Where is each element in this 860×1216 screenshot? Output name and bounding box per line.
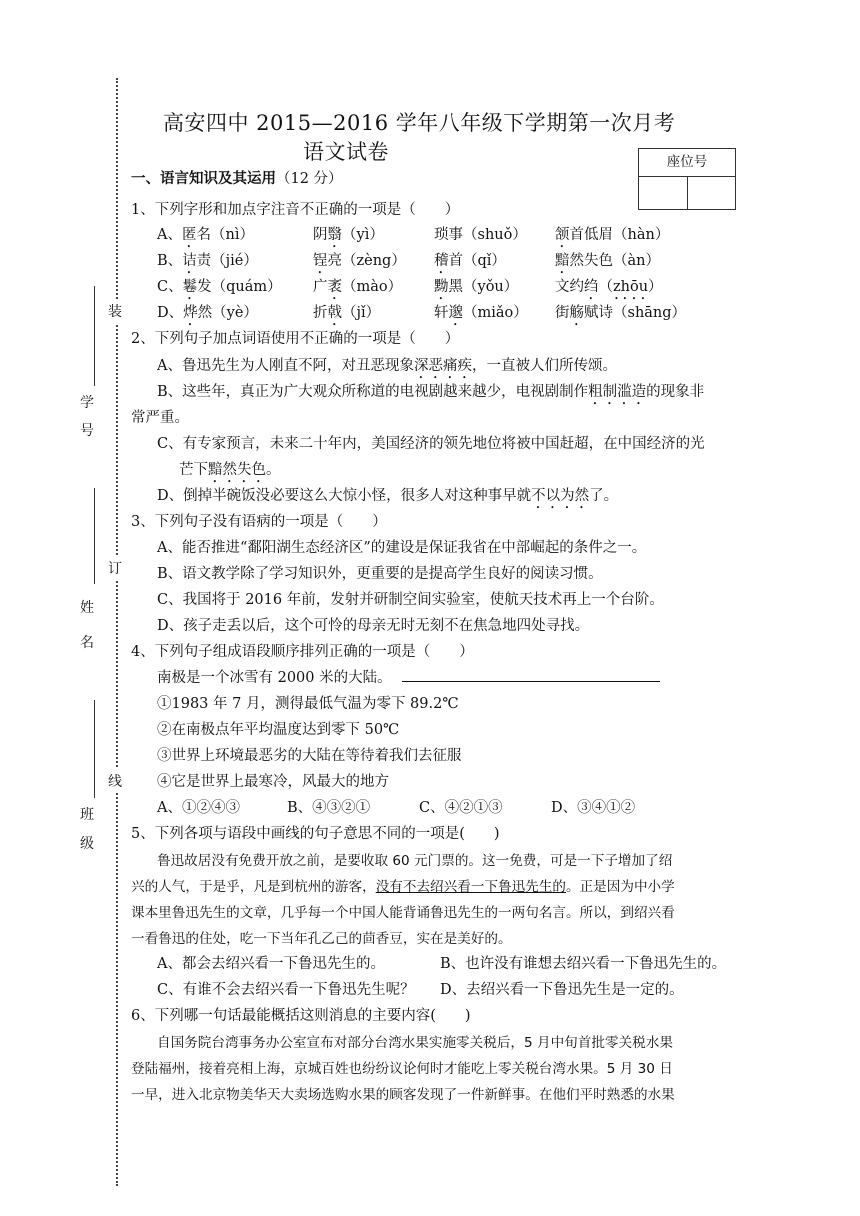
q1-a2-dotted-char: 翳 xyxy=(327,227,342,243)
q1-c2-rest: （mào） xyxy=(342,279,403,295)
q1-a3-rest: 事（shuǒ） xyxy=(448,227,527,243)
q1-row-d-3 xyxy=(434,301,528,329)
q1-b3-dotted-char: 稽 xyxy=(434,253,449,269)
q4-lead-text: 南极是一个冰雪有 2000 米的大陆。 xyxy=(157,670,392,686)
question-4-stem: 4、下列句子组成语段顺序排列正确的一项是（ ） xyxy=(131,644,474,660)
question-3-stem: 3、下列句子没有语病的一项是（ ） xyxy=(131,514,387,530)
q1-a-rest: 名（nì） xyxy=(196,227,254,243)
q5-option-d: D、去绍兴看一下鲁迅先生是一定的。 xyxy=(440,982,684,998)
q1-c3-dotted-char: 黝 xyxy=(434,279,449,295)
q4-option-d: D、③④①② xyxy=(551,800,636,816)
question-2-stem: 2、下列句子加点词语使用不正确的一项是（ ） xyxy=(131,331,460,347)
q1-b-rest: 责（jié） xyxy=(196,253,258,269)
q6-passage-line1: 自国务院台湾事务办公室宣布对部分台湾水果实施零关税后，5 月中旬首批零关税水果 xyxy=(157,1035,673,1051)
q1-c2-dotted-char: 袤 xyxy=(327,279,342,295)
q1-row-c xyxy=(157,275,282,303)
q3-option-c: C、我国将于 2016 年前，发射并研制空间实验室，使航天技术再上一个台阶。 xyxy=(157,592,664,608)
q1-a2-char: 阴 xyxy=(313,227,328,243)
student-name-line xyxy=(94,488,95,584)
q2-option-d xyxy=(157,484,618,512)
q1-d2-char: 折 xyxy=(313,305,328,321)
q1-row-c-4 xyxy=(555,275,663,303)
q6-passage-line3: 一早，进入北京物美华天大卖场选购水果的顾客发现了一件新鲜事。在他们平时熟悉的水果 xyxy=(131,1087,675,1103)
q1-row-a-4 xyxy=(555,223,669,251)
q5-underlined-sentence: 没有不去绍兴看一下鲁迅先生的 xyxy=(375,879,566,895)
q1-d-rest: 然（yè） xyxy=(197,305,258,321)
class-label-ji: 级 xyxy=(80,836,94,852)
q1-d2-rest: （jǐ） xyxy=(342,305,381,321)
q1-row-d-2 xyxy=(313,301,380,329)
binding-label-xian: 线 xyxy=(108,769,122,793)
q2-option-a xyxy=(157,354,617,382)
seat-box-divider xyxy=(687,177,688,209)
q1-b-dotted-char: 诘 xyxy=(182,253,197,269)
q4-option-a: A、①②④③ xyxy=(157,800,240,816)
q1-c-rest: 发（quám） xyxy=(197,279,282,295)
q5-passage-line4: 一看鲁迅的住处，吃一下当年孔乙己的茴香豆，实在是美好的。 xyxy=(131,931,512,947)
q1-d2-dotted-char: 戟 xyxy=(327,305,342,321)
binding-dotted-line xyxy=(116,78,118,1186)
q5-passage-line2 xyxy=(131,875,675,895)
exam-title-line1: 高安四中 2015—2016 学年八年级下学期第一次月考 xyxy=(163,111,676,135)
q1-b4-rest: 然失色（àn） xyxy=(569,253,660,269)
q1-c4-char2: 约 xyxy=(569,279,584,295)
section-1-title: 一、语言知识及其运用 xyxy=(131,170,276,187)
q1-a3-char: 琐 xyxy=(434,227,449,243)
q5-passage-line3: 课本里鲁迅先生的文章，几乎每一个中国人能背诵鲁迅先生的一两句名言。所以，到绍兴看 xyxy=(131,905,675,921)
q1-d4-rest: 赋诗（shāng） xyxy=(584,305,687,321)
q2-a-post: ，一直被人们所传颂。 xyxy=(471,358,617,374)
q3-option-d: D、孩子走丢以后，这个可怜的母亲无时无刻不在焦急地四处寻找。 xyxy=(157,618,590,634)
q1-d-letter: D、 xyxy=(157,305,184,321)
q1-c-dotted-char: 鬈 xyxy=(182,279,198,295)
seat-number-label: 座位号 xyxy=(639,149,735,177)
section-1-heading xyxy=(131,167,343,188)
seat-number-box xyxy=(638,148,736,210)
q1-row-b-2 xyxy=(313,249,406,277)
q4-sentence-4: ④它是世界上最寒冷，风最大的地方 xyxy=(157,774,389,790)
q2-c-pre: 芒下 xyxy=(179,462,208,478)
q1-row-d xyxy=(157,301,258,329)
q5-option-c: C、有谁不会去绍兴看一下鲁迅先生呢？ xyxy=(157,982,415,998)
q1-row-b-3 xyxy=(434,249,506,277)
q5-p2-pre: 兴的人气，于是乎，凡是到杭州的游客， xyxy=(131,879,376,895)
q4-option-c: C、④②①③ xyxy=(419,800,503,816)
class-line xyxy=(94,700,95,798)
student-name-label-ming: 名 xyxy=(80,635,94,651)
section-1-score: （12 分） xyxy=(276,171,343,187)
q2-option-c-line1: C、有专家预言，未来二十年内，美国经济的领先地位将被中国赶超，在中国经济的光 xyxy=(157,436,705,452)
q1-c-letter: C、 xyxy=(157,279,183,295)
q2-b-pre: B、这些年，真正为广大观众所称道的电视剧越来越少，电视剧制作 xyxy=(157,384,589,400)
q3-option-a: A、能否推进“鄱阳湖生态经济区”的建设是保证我省在中部崛起的条件之一。 xyxy=(157,540,647,556)
student-name-label-xing: 姓 xyxy=(80,600,94,616)
q1-b2-dotted-char: 锃 xyxy=(313,253,328,269)
q1-d3-rest: （miǎo） xyxy=(463,305,528,321)
q5-option-b: B、也许没有谁想去绍兴看一下鲁迅先生的。 xyxy=(440,956,727,972)
q1-a4-dotted-char: 颔 xyxy=(555,227,570,243)
q2-b-post: 的现象非 xyxy=(646,384,705,400)
q1-d3-dotted-char: 邈 xyxy=(448,305,463,321)
q6-passage-line2: 登陆福州，接着亮相上海，京城百姓也纷纷议论何时才能吃上零关税台湾水果。5 月 30 日 xyxy=(131,1061,673,1077)
q1-d3-char: 轩 xyxy=(434,305,449,321)
q1-a2-rest: （yì） xyxy=(342,227,384,243)
q2-option-b-cont: 常严重。 xyxy=(131,410,189,426)
q4-answer-blank[interactable] xyxy=(402,669,660,682)
q1-row-b xyxy=(157,249,258,277)
q1-b2-rest: 亮（zèng） xyxy=(327,253,406,269)
q1-a4-rest: 首低眉（hàn） xyxy=(569,227,670,243)
q1-d4-dotted-char: 觞 xyxy=(569,305,584,321)
question-5-stem: 5、下列各项与语段中画线的句子意思不同的一项是( ) xyxy=(131,826,500,842)
q1-row-d-4 xyxy=(555,301,686,329)
q5-passage-line1: 鲁迅故居没有免费开放之前，是要收取 60 元门票的。这一免费，可是一下子增加了绍 xyxy=(157,853,673,869)
q2-d-dotted-phrase: 不以为然 xyxy=(531,488,590,504)
q3-option-b: B、语文教学除了学习知识外，更重要的是提高学生良好的阅读习惯。 xyxy=(157,566,603,582)
student-number-label-hao: 号 xyxy=(80,423,94,439)
q4-sentence-1: ①1983 年 7 月，测得最低气温为零下 89.2℃ xyxy=(157,696,459,712)
q2-option-b xyxy=(157,380,704,408)
q1-c4-dotted-rest: 绉（zhōu） xyxy=(584,279,663,295)
q2-d-post: 了。 xyxy=(589,488,619,504)
question-1-stem: 1、下列字形和加点字注音不正确的一项是（ ） xyxy=(131,202,460,218)
q1-c4-char1: 文 xyxy=(555,279,570,295)
q1-row-b-4 xyxy=(555,249,660,277)
q1-row-c-3 xyxy=(434,275,518,303)
q1-row-a xyxy=(157,223,254,251)
q5-p2-post: 。正是因为中小学 xyxy=(566,879,675,895)
q1-row-a-2 xyxy=(313,223,384,251)
q4-option-b: B、④③②① xyxy=(287,800,371,816)
q2-d-pre: D、倒掉半碗饭没必要这么大惊小怪，很多人对这种事早就 xyxy=(157,488,532,504)
q1-d-dotted-char: 烨 xyxy=(183,305,198,321)
q5-option-a: A、都会去绍兴看一下鲁迅先生的。 xyxy=(157,956,385,972)
q4-sentence-2: ②在南极点年平均温度达到零下 50℃ xyxy=(157,722,400,738)
q1-b-letter: B、 xyxy=(157,253,183,269)
q1-d4-char: 街 xyxy=(555,305,570,321)
q2-option-c-line2 xyxy=(179,458,281,486)
question-6-stem: 6、下列哪一句话最能概括这则消息的主要内容( ) xyxy=(131,1008,471,1024)
q2-a-pre: A、鲁迅先生为人刚直不阿，对丑恶现象 xyxy=(157,358,414,374)
class-label-ban: 班 xyxy=(80,807,94,823)
q2-c-dotted-phrase: 黯然失色 xyxy=(208,462,266,478)
q1-row-c-2 xyxy=(313,275,402,303)
q1-b3-rest: 首（qǐ） xyxy=(448,253,506,269)
q1-b4-dotted-char: 黯 xyxy=(555,253,570,269)
q4-sentence-3: ③世界上环境最恶劣的大陆在等待着我们去征服 xyxy=(157,748,462,764)
q2-a-dotted-phrase: 深恶痛疾 xyxy=(413,358,472,374)
q2-b-dotted-phrase: 粗制滥造 xyxy=(588,384,647,400)
binding-label-zhuang: 装 xyxy=(108,299,122,323)
q1-c2-char: 广 xyxy=(313,279,328,295)
binding-label-ding: 订 xyxy=(108,556,122,580)
exam-title-line2: 语文试卷 xyxy=(303,140,389,164)
q1-row-a-3 xyxy=(434,223,527,244)
student-number-label-xue: 学 xyxy=(80,395,94,411)
student-number-line xyxy=(94,286,95,386)
q1-a-letter: A、 xyxy=(157,227,182,243)
q2-c-post: 。 xyxy=(266,462,281,478)
q4-lead-sentence xyxy=(157,666,660,687)
q1-c3-rest: 黑（yǒu） xyxy=(448,279,519,295)
q1-a-dotted-char: 匿 xyxy=(181,227,197,243)
